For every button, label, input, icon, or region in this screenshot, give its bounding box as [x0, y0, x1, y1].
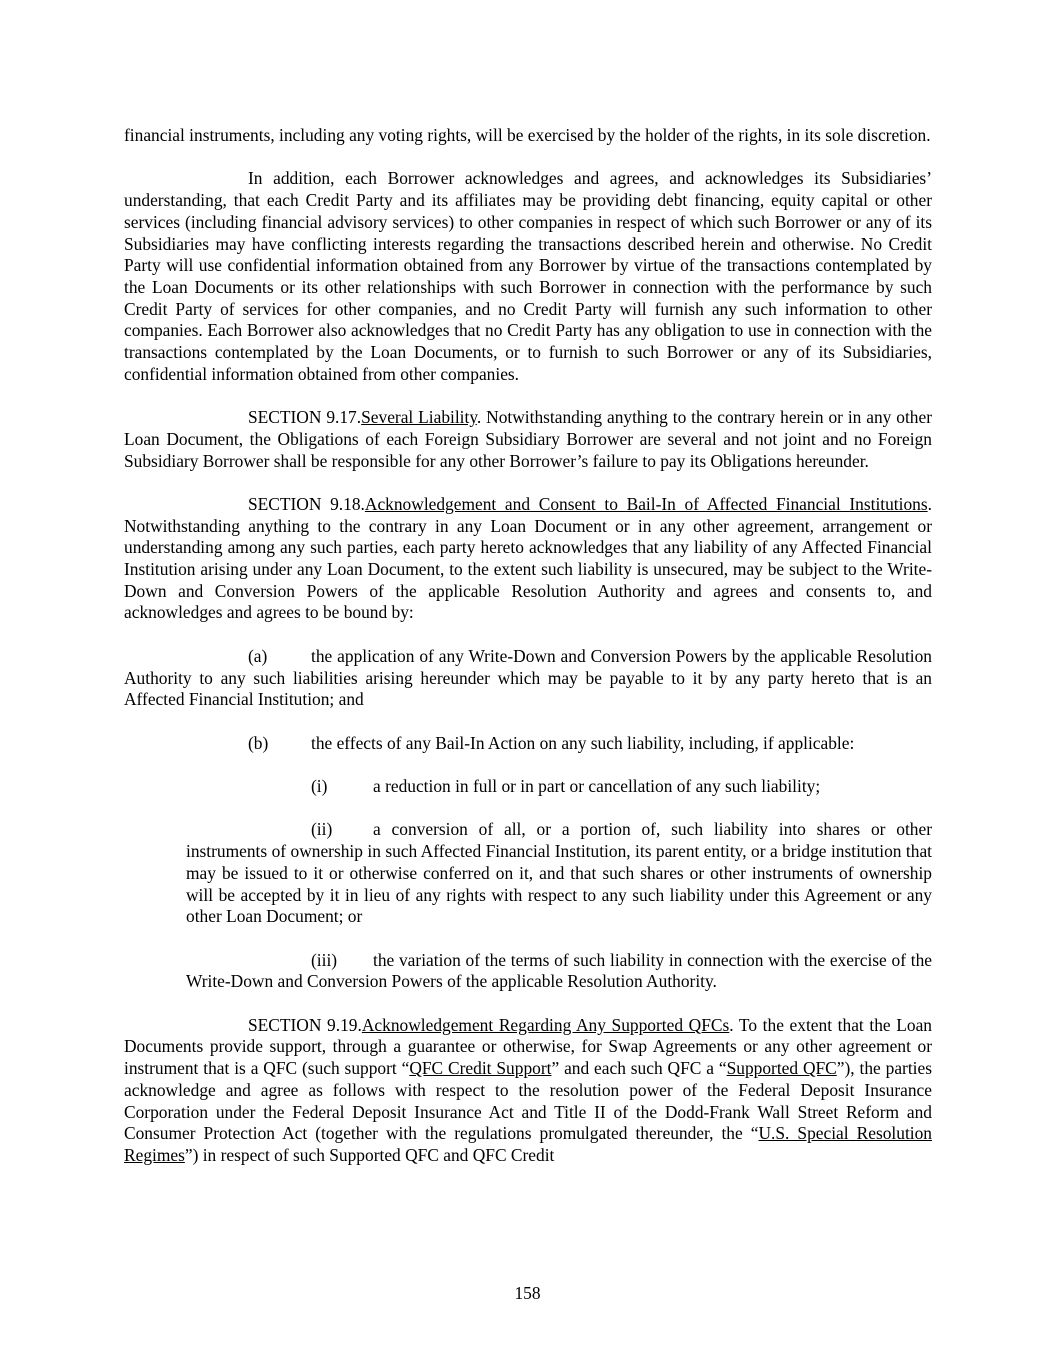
clause-label: (b): [248, 732, 269, 753]
section-9-18: [124, 494, 932, 624]
clause-text: a reduction in full or in part or cancellation of any such liability;: [373, 776, 821, 796]
paragraph-credit-party-disclosure: In addition, each Borrower acknowledges and agrees, and acknowledges its Subsidiaries’ understanding, that each Credit Party and its affiliates may be providing debt financing, equity capital or other services (including financial advisory services) to other companies in respect of which such Borrower or any of its Subsidiaries may have conflicting interests regarding the transactions described herein and otherwise. No Credit Party will use confidential information obtained from any Borrower by virtue of the transactions contemplated by the Loan Documents or its other relationships with such Borrower in connection with the performance by such Credit Party of services for other companies, and no Credit Party will furnish any such information to other companies. Each Borrower also acknowledges that no Credit Party has any obligation to use in connection with the transactions contemplated by the Loan Documents, or to furnish to such Borrower or any of its Subsidiaries, confidential information obtained from other companies.: [124, 168, 932, 384]
section-body: . To the extent that the Loan Documents provide support, through a guarantee or otherwise, for Swap Agreements or any other agreement or instrument that is a QFC (such support “: [124, 1014, 933, 1079]
document-page: [124, 125, 932, 1188]
section-body: ”) in respect of such Supported QFC and QFC Credit: [184, 1144, 555, 1165]
section-9-19: [124, 1015, 932, 1167]
clause-iii: [186, 950, 932, 993]
page-number: 158: [514, 1283, 541, 1303]
section-9-17: [124, 407, 932, 472]
defined-term: Supported QFC: [726, 1058, 837, 1079]
paragraph-continuation: financial instruments, including any voting rights, will be exercised by the holder of the rights, in its sole discretion.: [124, 125, 931, 145]
section-body: . Notwithstanding anything to the contrary in any Loan Document or in any other agreement, arrangement or understanding among any such parties, each party hereto acknowledges that any liability of any Affected Financial Institution arising under any Loan Document, to the extent such liability is unsecured, may be subject to the Write-Down and Conversion Powers of the applicable Resolution Authority and agrees and consents to, and acknowledges and agrees to be bound by:: [124, 493, 932, 623]
clause-label: (i): [311, 776, 328, 796]
clause-text: the variation of the terms of such liability in connection with the exercise of the Write-Down and Conversion Powers of the applicable Resolution Authority.: [186, 949, 932, 992]
clause-text: the effects of any Bail-In Action on any such liability, including, if applicable:: [311, 732, 855, 753]
section-number: SECTION 9.17.: [248, 407, 362, 428]
clause-label: (a): [248, 645, 268, 666]
clause-text: the application of any Write-Down and Conversion Powers by the applicable Resolution Authority to any such liabilities arising hereunder which may be payable to it by any party hereto that is an Affected Financial Institution; and: [124, 645, 932, 710]
section-body: ” and each such QFC a “: [551, 1058, 727, 1079]
clause-label: (ii): [311, 819, 333, 840]
clause-label: (iii): [311, 949, 338, 970]
clause-text: a conversion of all, or a portion of, such liability into shares or other instruments of ownership in such Affected Financial Institution, its parent entity, or a bridge institution that may be issued to it or otherwise conferred on it, and that such shares or other instruments of ownership will be accepted by it in lieu of any rights with respect to any such liability under this Agreement or any other Loan Document; or: [186, 819, 932, 927]
section-heading: Acknowledgement Regarding Any Supported QFCs: [361, 1014, 730, 1035]
section-heading: Several Liability: [361, 407, 477, 428]
section-number: SECTION 9.19.: [248, 1014, 362, 1035]
clause-ii: [186, 819, 932, 928]
section-number: SECTION 9.18.: [248, 493, 365, 514]
defined-term: U.S. Special Resolution Regimes: [124, 1123, 932, 1165]
clause-a: [124, 646, 932, 711]
clause-i: [124, 776, 932, 798]
section-body: ”), the parties acknowledge and agree as follows with respect to the resolution power of the Federal Deposit Insurance Corporation under the Federal Deposit Insurance Act and Title II of the Dodd-Frank Wall Street Reform and Consumer Protection Act (together with the regulations promulgated thereunder, the “: [124, 1058, 932, 1144]
defined-term: QFC Credit Support: [409, 1058, 552, 1079]
section-body: . Notwithstanding anything to the contrary herein or in any other Loan Document, the Obligations of each Foreign Subsidiary Borrower are several and not joint and no Foreign Subsidiary Borrower shall be responsible for any other Borrower’s failure to pay its Obligations hereunder.: [124, 407, 932, 471]
section-heading: Acknowledgement and Consent to Bail-In of Affected Financial Institutions: [364, 493, 928, 514]
clause-b: [124, 733, 932, 755]
